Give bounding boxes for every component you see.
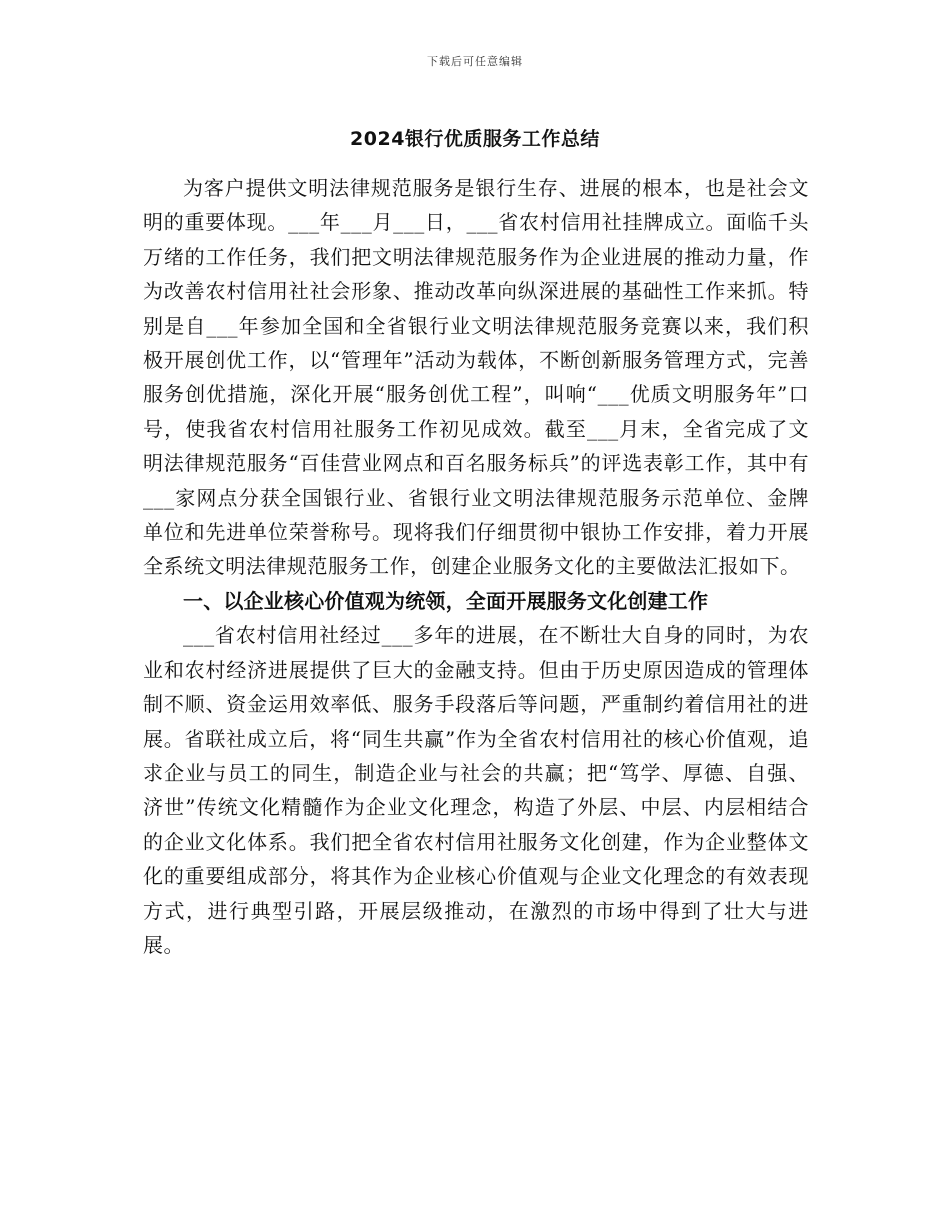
header-note: 下载后可任意编辑 bbox=[427, 55, 523, 68]
document-title: 2024银行优质服务工作总结 bbox=[350, 128, 600, 150]
paragraph-intro: 为客户提供文明法律规范服务是银行生存、进展的根本，也是社会文明的重要体现。___年___月___日，___省农村信用社挂牌成立。面临千头万绪的工作任务，我们把文明法律规范服务作为企业进展的推动力量，作为改善农村信用社社会形象、推动改革向纵深进展的基础性工作来抓。特别是自___年参加全国和全省银行业文明法律规范服务竞赛以来，我们积极开展创优工作，以“管理年”活动为载体，不断创新服务管理方式，完善服务创优措施，深化开展“服务创优工程”，叫响“___优质文明服务年”口号，使我省农村信用社服务工作初见成效。截至___月末，全省完成了文明法律规范服务“百佳营业网点和百名服务标兵”的评选表彰工作，其中有___家网点分获全国银行业、省银行业文明法律规范服务示范单位、金牌单位和先进单位荣誉称号。现将我们仔细贯彻中银协工作安排，着力开展全系统文明法律规范服务工作，创建企业服务文化的主要做法汇报如下。 bbox=[143, 176, 809, 579]
document-body bbox=[143, 171, 809, 962]
paragraph-section-one: ___省农村信用社经过___多年的进展，在不断壮大自身的同时，为农业和农村经济进展提供了巨大的金融支持。但由于历史原因造成的管理体制不顺、资金运用效率低、服务手段落后等问题，严重制约着信用社的进展。省联社成立后，将“同生共赢”作为全省农村信用社的核心价值观，追求企业与员工的同生，制造企业与社会的共赢；把“笃学、厚德、自强、济世”传统文化精髓作为企业文化理念，构造了外层、中层、内层相结合的企业文化体系。我们把全省农村信用社服务文化创建，作为企业整体文化的重要组成部分，将其作为企业核心价值观与企业文化理念的有效表现方式，进行典型引路，开展层级推动，在激烈的市场中得到了壮大与进展。 bbox=[143, 623, 809, 957]
section-heading: 一、以企业核心价值观为统领，全面开展服务文化创建工作 bbox=[183, 588, 709, 613]
